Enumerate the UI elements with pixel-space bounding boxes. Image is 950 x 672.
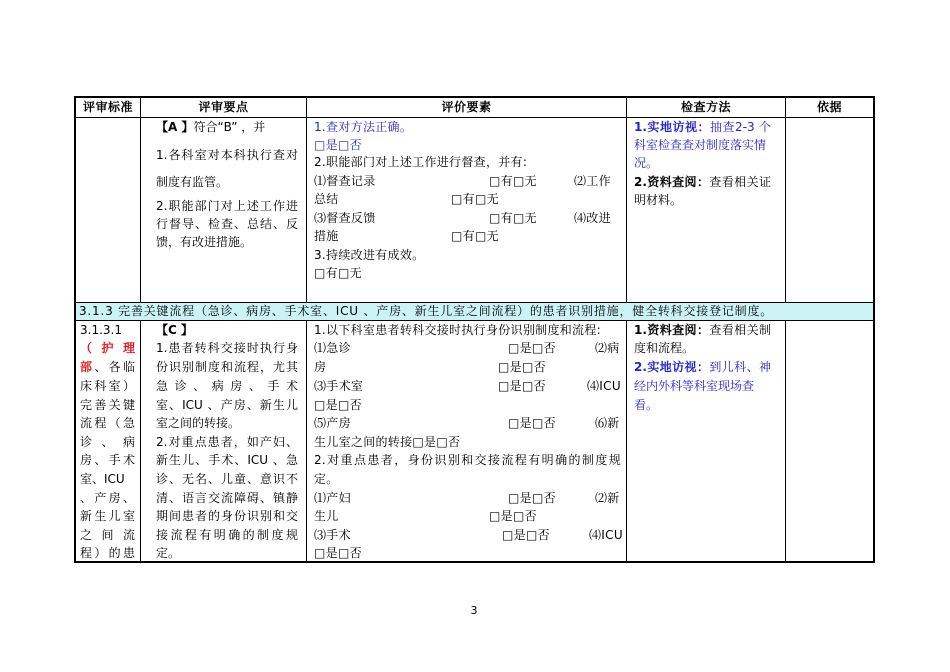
row-a-standard-cell (75, 117, 141, 303)
element-item: 2.对重点患者，身份识别和交接流程有明确的制度规 (314, 453, 621, 467)
method-line (634, 321, 771, 339)
sub-item-label: ⑹新 (595, 416, 620, 430)
method-text: 抽查2-3 个 (710, 120, 771, 134)
check-options: □有□无 (489, 211, 537, 225)
sub-item-line (307, 414, 626, 432)
method-text: 查看相关制 (709, 323, 771, 337)
sub-item-label: ⑵工作 (574, 174, 611, 188)
check-options: □是□否 (508, 341, 556, 355)
text-line: 1.患者转科交接时执行身 (156, 341, 298, 355)
method-text: 查看相关证 (709, 175, 771, 189)
text-line: 馈，有改进措施。 (156, 235, 253, 249)
page-number: 3 (470, 604, 478, 617)
row-a-method-cell (626, 117, 786, 303)
sub-item-label: 措施 (314, 229, 339, 243)
sub-item-label: ⑴产妇 (314, 491, 351, 505)
sub-item-label: ⑷ICU (589, 528, 623, 542)
method-line: 况。 (634, 156, 659, 170)
check-options: □是□否 (314, 138, 362, 152)
sub-item-label: 房 (314, 360, 327, 374)
text-line: 行督导、检查、总结、反 (156, 217, 298, 231)
text-line: 诊、无名、儿童、意识不 (156, 472, 298, 486)
check-options: □是□否 (508, 491, 556, 505)
row-c-basis-cell (785, 320, 874, 563)
sub-item-label: ⑶手术 (314, 528, 351, 542)
text-line: 2.职能部门对上述工作进 (156, 199, 298, 213)
row-c-method-cell (626, 320, 786, 563)
grade-badge: 【C 】 (156, 323, 193, 337)
method-label: 1.实地访视： (634, 120, 711, 134)
method-label: 1.资料查阅： (634, 323, 710, 337)
check-options: □有□无 (451, 229, 499, 243)
text-line: 流程（急 (80, 416, 135, 430)
sub-item-label: ⑶手术室 (314, 379, 364, 393)
check-options: □是□否 (314, 546, 362, 560)
department-line (80, 358, 135, 376)
method-line: 度和流程。 (634, 341, 695, 355)
grade-line (156, 118, 265, 136)
sub-item-label: ⑶督查反馈 (314, 211, 376, 225)
sub-item-line (307, 209, 626, 227)
department-rest: 、各临 (94, 360, 135, 374)
sub-item-line (307, 339, 626, 357)
sub-item-line (307, 358, 626, 376)
sub-item-label: ⑷改进 (574, 211, 611, 225)
element-item: 2.职能部门对上述工作进行督查，并有: (314, 155, 528, 169)
text-line: 完善关键 (80, 398, 135, 412)
sub-item-line (307, 507, 626, 525)
text-line: 房、手术 (80, 453, 135, 467)
sub-item-label: 生儿 (314, 509, 339, 523)
sub-item-line (307, 172, 626, 190)
row-a-elements-cell (306, 117, 627, 303)
method-line: 明材料。 (634, 193, 683, 207)
text-line: 程）的患 (80, 546, 135, 560)
check-options: □有□无 (314, 266, 362, 280)
header-basis: 依据 (785, 97, 874, 118)
check-options: □是□否 (508, 416, 556, 430)
text-line: 清、语言交流障碍、镇静 (156, 491, 298, 505)
element-item: 定。 (314, 472, 339, 486)
row-c-points-cell (140, 320, 307, 563)
department-name: 部 (80, 360, 95, 374)
sub-item-line (307, 489, 626, 507)
standard-code: 3.1.3.1 (80, 323, 122, 337)
text-line: 诊、病 (80, 435, 135, 449)
department-name: （护理 (80, 341, 135, 355)
header-standard: 评审标准 (75, 97, 141, 118)
sub-item-label: ⑵病 (595, 341, 620, 355)
check-options: □有□无 (451, 192, 499, 206)
sub-item-line (307, 377, 626, 395)
method-line (634, 118, 771, 136)
header-method: 检查方法 (626, 97, 786, 118)
sub-item-label: ⑴督查记录 (314, 174, 376, 188)
grade-badge: 【A 】 (156, 120, 194, 134)
text-line: 接流程有明确的制度规 (156, 528, 298, 542)
text-line: 2.对重点患者，如产妇、 (156, 435, 298, 449)
check-options: □是□否 (314, 398, 362, 412)
sub-item-line: 生儿室之间的转接□是□否 (314, 435, 461, 449)
text-line: 期间患者的身份识别和交 (156, 509, 298, 523)
text-line: 室之间的转接。 (156, 416, 241, 430)
sub-item-line (307, 227, 626, 245)
text-line: 新生儿、手术、ICU 、急 (156, 453, 298, 467)
element-item: 3.持续改进有成效。 (314, 248, 425, 262)
review-standard-table (75, 97, 874, 563)
row-c-elements-cell (306, 320, 627, 563)
grade-text: 符合“B” ，并 (193, 120, 266, 134)
department-line (80, 339, 135, 357)
sub-item-label: 总结 (314, 192, 339, 206)
sub-item-label: ⑵新 (595, 491, 620, 505)
section-heading: 3.1.3 完善关键流程（急诊、病房、手术室、ICU 、产房、新生儿室之间流程）的患者识别措施，健全转科交接登记制度。 (75, 302, 874, 321)
header-points: 评审要点 (140, 97, 307, 118)
method-text: 到儿科、神 (709, 360, 771, 374)
sub-item-label: ⑷ICU (587, 379, 621, 393)
sub-item-label: ⑸产房 (314, 416, 351, 430)
text-line: 床科室） (80, 379, 135, 393)
method-line (634, 358, 771, 376)
check-options: □有□无 (489, 174, 537, 188)
method-line: 看。 (634, 398, 659, 412)
check-options: □是□否 (498, 360, 546, 374)
row-a-points-cell (140, 117, 307, 303)
method-line: 经内外科等科室现场查 (634, 379, 755, 393)
text-line: 份识别制度和流程，尤其 (156, 360, 298, 374)
row-a-basis-cell (785, 117, 874, 303)
sub-item-label: ⑴急诊 (314, 341, 351, 355)
text-line: 室、ICU 、产房、新生儿 (156, 398, 298, 412)
text-line: 、产房、 (80, 491, 135, 505)
check-options: □是□否 (489, 509, 537, 523)
sub-item-line (307, 190, 626, 208)
text-line: 之间流 (80, 528, 135, 542)
check-options: □是□否 (498, 379, 546, 393)
text-line: 1.各科室对本科执行查对 (156, 148, 298, 162)
element-item: 1.查对方法正确。 (314, 120, 413, 134)
row-c-standard-cell (75, 320, 141, 563)
method-line: 科室检查查对制度落实情 (634, 138, 767, 152)
element-item: 1.以下科室患者转科交接时执行身份识别制度和流程: (314, 323, 601, 337)
sub-item-line (307, 526, 626, 544)
method-label: 2.资料查阅： (634, 175, 710, 189)
method-label: 2.实地访视： (634, 360, 710, 374)
text-line: 急诊、病房、手术 (156, 379, 298, 393)
text-line: 定。 (156, 546, 181, 560)
header-elements: 评价要素 (306, 97, 627, 118)
text-line: 室、ICU (80, 472, 125, 486)
method-line (634, 173, 771, 191)
text-line: 制度有监管。 (156, 175, 229, 189)
text-line: 新生儿室 (80, 509, 135, 523)
check-options: □是□否 (502, 528, 550, 542)
